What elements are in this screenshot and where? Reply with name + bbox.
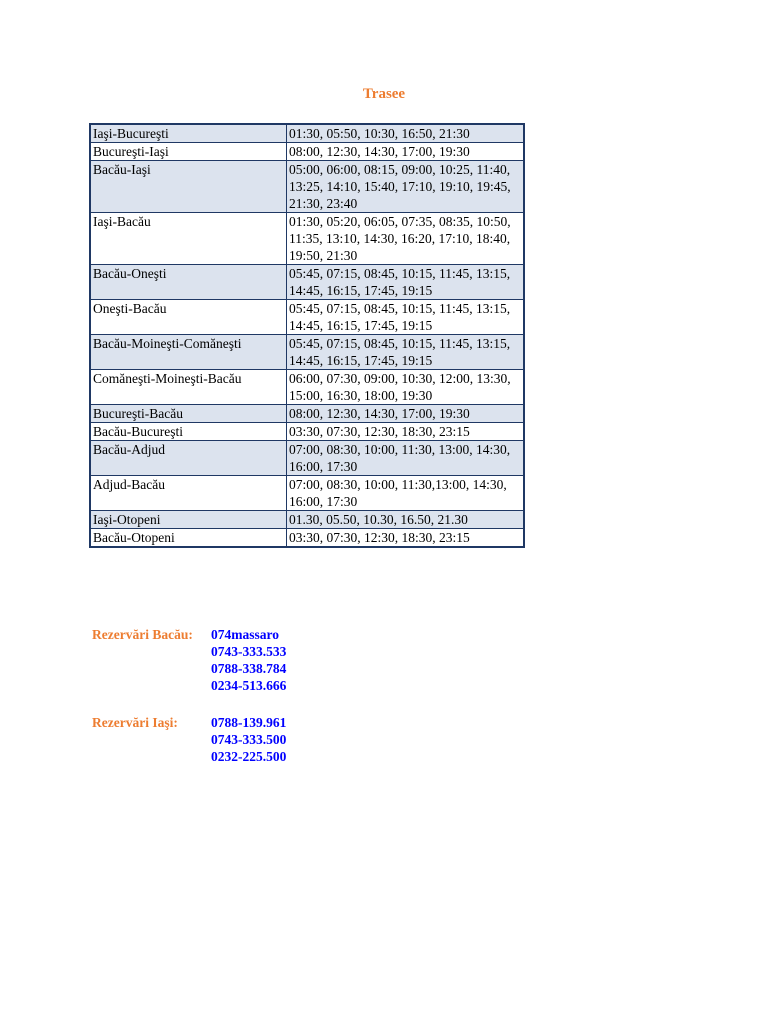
table-row <box>90 161 524 213</box>
phone-number: 0232-225.500 <box>211 749 287 764</box>
table-row <box>90 124 524 143</box>
phone-number: 0788-338.784 <box>211 661 287 676</box>
route-name: Bucureşti-Iaşi <box>90 143 287 161</box>
route-name: Oneşti-Bacău <box>90 300 287 335</box>
phone-number: 0788-139.961 <box>211 715 287 730</box>
route-name: Bacău-Bucureşti <box>90 423 287 441</box>
route-times: 03:30, 07:30, 12:30, 18:30, 23:15 <box>287 423 525 441</box>
route-times: 08:00, 12:30, 14:30, 17:00, 19:30 <box>287 405 525 423</box>
phone-number: 0743-333.500 <box>211 732 287 747</box>
reservations-bacau-label: Rezervări Bacău: <box>92 627 193 642</box>
table-row <box>90 265 524 300</box>
route-name: Bacău-Moineşti-Comăneşti <box>90 335 287 370</box>
route-times: 05:45, 07:15, 08:45, 10:15, 11:45, 13:15, 14:45, 16:15, 17:45, 19:15 <box>287 265 525 300</box>
route-name: Iaşi-Otopeni <box>90 511 287 529</box>
routes-table-body <box>90 124 524 547</box>
route-times: 05:45, 07:15, 08:45, 10:15, 11:45, 13:15, 14:45, 16:15, 17:45, 19:15 <box>287 300 525 335</box>
table-row <box>90 213 524 265</box>
route-name: Bucureşti-Bacău <box>90 405 287 423</box>
page-title: Trasee <box>362 86 406 102</box>
table-row <box>90 476 524 511</box>
route-name: Bacău-Adjud <box>90 441 287 476</box>
phone-number: 074massaro <box>211 627 280 642</box>
reservations-iasi-label: Rezervări Iaşi: <box>92 715 178 730</box>
route-name: Comăneşti-Moineşti-Bacău <box>90 370 287 405</box>
table-row <box>90 143 524 161</box>
phone-number: 0234-513.666 <box>211 678 287 693</box>
table-row <box>90 511 524 529</box>
route-times: 07:00, 08:30, 10:00, 11:30, 13:00, 14:30, 16:00, 17:30 <box>287 441 525 476</box>
table-row <box>90 300 524 335</box>
phone-number: 0743-333.533 <box>211 644 287 659</box>
route-name: Bacău-Otopeni <box>90 529 287 548</box>
route-name: Bacău-Iaşi <box>90 161 287 213</box>
route-name: Iaşi-Bucureşti <box>90 124 287 143</box>
table-row <box>90 423 524 441</box>
table-row <box>90 529 524 548</box>
table-row <box>90 335 524 370</box>
route-times: 06:00, 07:30, 09:00, 10:30, 12:00, 13:30, 15:00, 16:30, 18:00, 19:30 <box>287 370 525 405</box>
route-times: 03:30, 07:30, 12:30, 18:30, 23:15 <box>287 529 525 548</box>
table-row <box>90 370 524 405</box>
route-name: Bacău-Oneşti <box>90 265 287 300</box>
table-row <box>90 405 524 423</box>
routes-table <box>89 123 525 548</box>
table-row <box>90 441 524 476</box>
route-times: 07:00, 08:30, 10:00, 11:30,13:00, 14:30, 16:00, 17:30 <box>287 476 525 511</box>
reservations-bacau-phones <box>211 626 286 694</box>
route-times: 08:00, 12:30, 14:30, 17:00, 19:30 <box>287 143 525 161</box>
route-times: 05:00, 06:00, 08:15, 09:00, 10:25, 11:40, 13:25, 14:10, 15:40, 17:10, 19:10, 19:45, 21:30, 23:40 <box>287 161 525 213</box>
route-name: Iaşi-Bacău <box>90 213 287 265</box>
route-times: 01.30, 05.50, 10.30, 16.50, 21.30 <box>287 511 525 529</box>
route-name: Adjud-Bacău <box>90 476 287 511</box>
route-times: 01:30, 05:20, 06:05, 07:35, 08:35, 10:50, 11:35, 13:10, 14:30, 16:20, 17:10, 18:40, 19:50, 21:30 <box>287 213 525 265</box>
route-times: 05:45, 07:15, 08:45, 10:15, 11:45, 13:15, 14:45, 16:15, 17:45, 19:15 <box>287 335 525 370</box>
route-times: 01:30, 05:50, 10:30, 16:50, 21:30 <box>287 124 525 143</box>
reservations-iasi-phones <box>211 714 286 765</box>
